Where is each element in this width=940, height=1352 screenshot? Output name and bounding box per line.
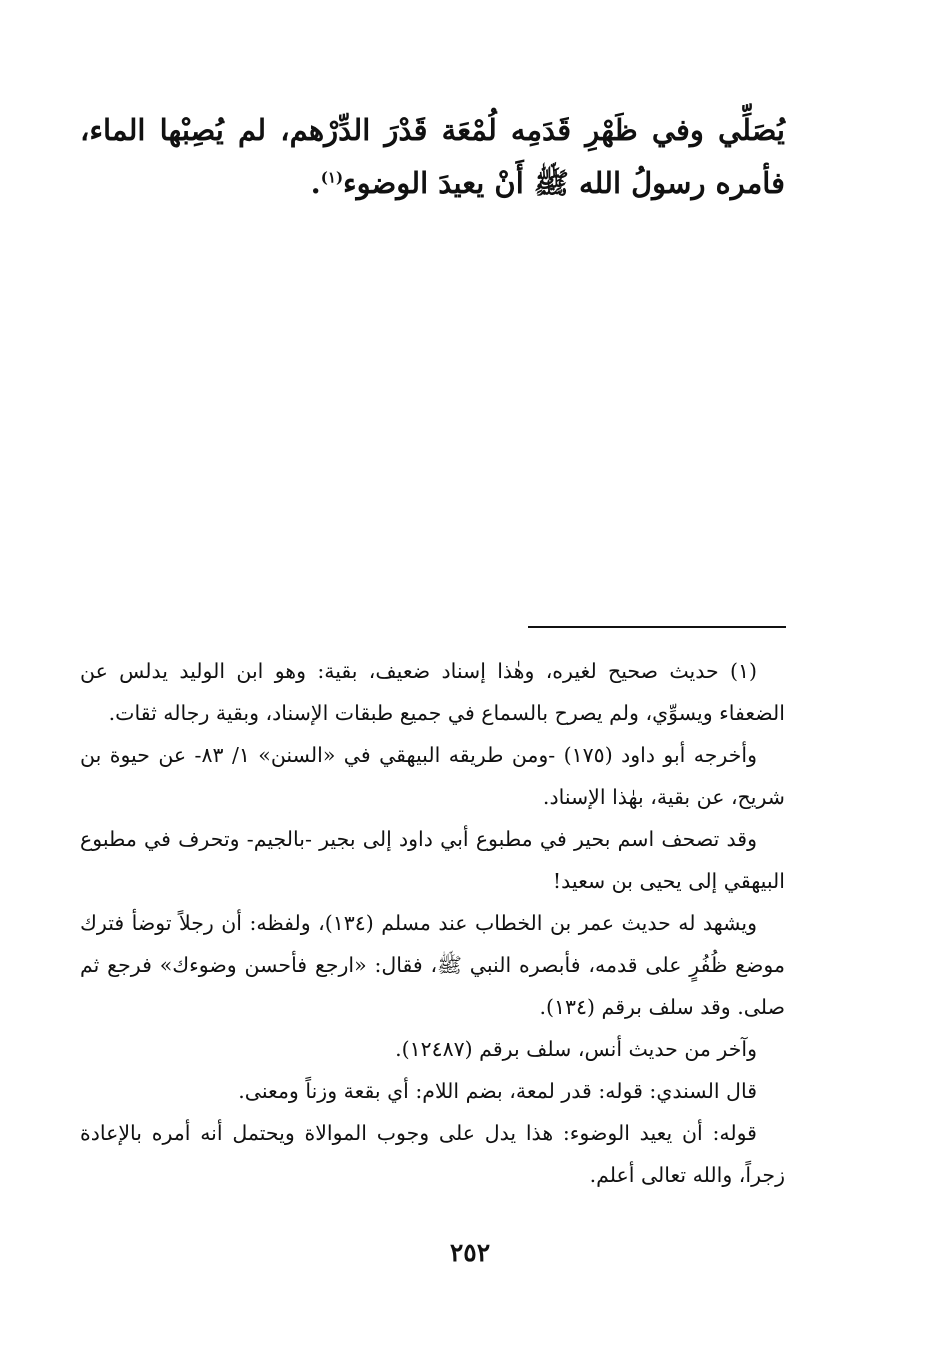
footnote-paragraph: قال السندي: قوله: قدر لمعة، بضم اللام: أي بقعة وزناً ومعنى. xyxy=(238,1079,757,1103)
main-paragraph-text: يُصَلِّي وفي ظَهْرِ قَدَمِه لُمْعَة قَدْرَ الدِّرْهم، لم يُصِبْها الماء، فأمره رسولُ الله ﷺ أَنْ يعيدَ الوضوء xyxy=(80,113,785,200)
footnotes-section xyxy=(80,650,785,1196)
main-paragraph-end: . xyxy=(310,166,321,200)
footnote-paragraph: وقد تصحف اسم بحير في مطبوع أبي داود إلى بجير -بالجيم- وتحرف في مطبوع البيهقي إلى يحيى بن سعيد! xyxy=(80,827,785,893)
main-paragraph xyxy=(80,104,785,210)
main-text xyxy=(80,104,785,210)
footnote-paragraph: ويشهد له حديث عمر بن الخطاب عند مسلم (١٣٤)، ولفظه: أن رجلاً توضأ فترك موضع ظُفُرٍ على قدمه، فأبصره النبي ﷺ، فقال: «ارجع فأحسن وضوءك» فرجع ثم صلى. وقد سلف برقم (١٣٤). xyxy=(80,911,785,1019)
footnote-paragraph: وآخر من حديث أنس، سلف برقم (١٢٤٨٧). xyxy=(395,1037,757,1061)
footnote-paragraph: وأخرجه أبو داود (١٧٥) -ومن طريقه البيهقي في «السنن» ١/ ٨٣- عن حيوة بن شريح، عن بقية، بهٰذا الإسناد. xyxy=(80,743,785,809)
footnote-paragraph: (١) حديث صحيح لغيره، وهٰذا إسناد ضعيف، بقية: وهو ابن الوليد يدلس عن الضعفاء ويسوِّي، ولم يصرح بالسماع في جميع طبقات الإسناد، وبقية رجاله ثقات. xyxy=(80,659,785,725)
footnote-paragraph: قوله: أن يعيد الوضوء: هذا يدل على وجوب الموالاة ويحتمل أنه أمره بالإعادة زجراً، والله تعالى أعلم. xyxy=(80,1121,785,1187)
footnote-reference[interactable]: (١) xyxy=(320,168,344,187)
footnote-separator xyxy=(528,626,786,628)
page-number: ٢٥٢ xyxy=(449,1238,491,1267)
